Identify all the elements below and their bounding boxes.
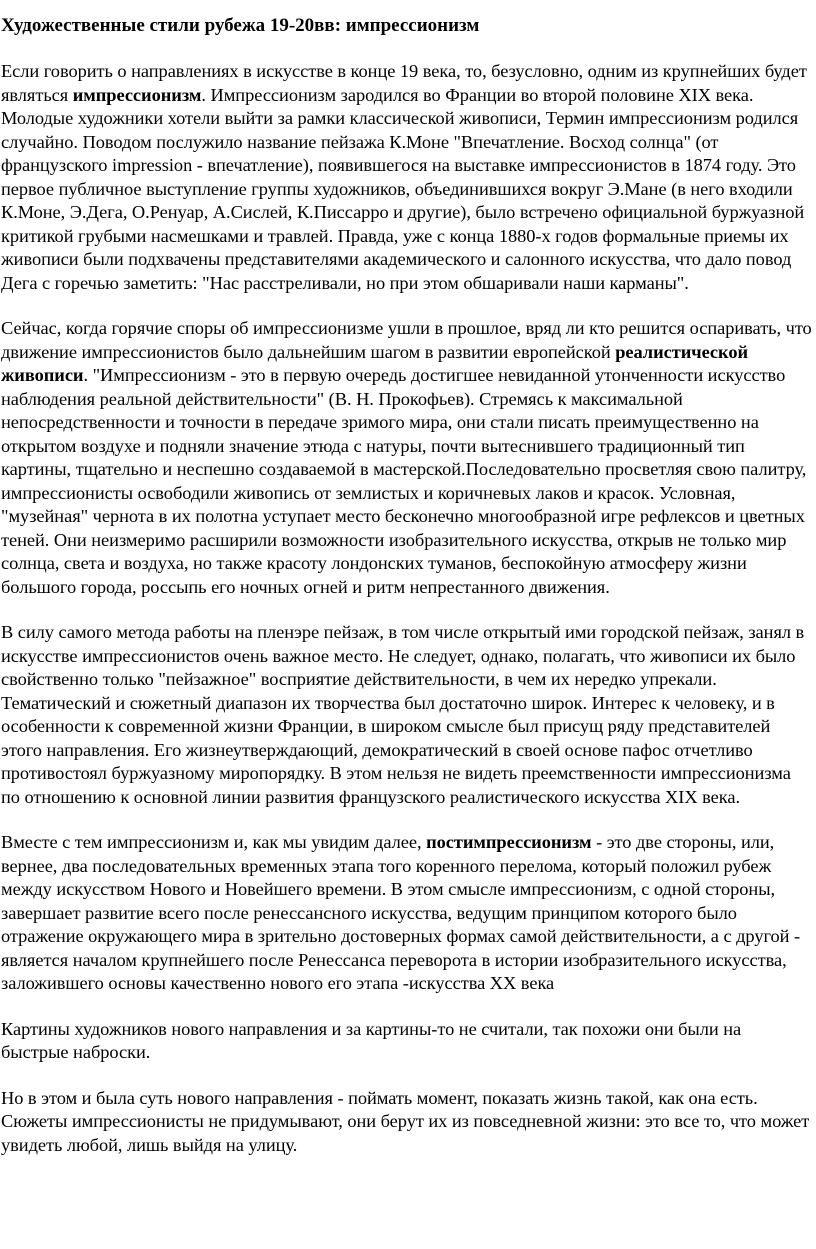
paragraph-text: Если говорить о направлениях в искусстве в конце 19 века, то, безусловно, одним из крупнейших будет являться bbox=[1, 61, 807, 105]
paragraph-2 bbox=[1, 317, 813, 599]
paragraph-text: - это две стороны, или, вернее, два последовательных временных этапа того коренного перелома, который положил рубеж между искусством Нового и Новейшего времени. В этом смысле импрессионизм, с одной стороны, завершает развитие всего после ренессансного искусства, ведущим принципом которого было отражение окружающего мира в зрительно достоверных формах самой действительности, а с другой - является началом крупнейшего после Ренессанса переворота в истории изобразительного искусства, заложившего основы качественно нового его этапа -искусства XX века bbox=[1, 832, 801, 993]
paragraph-text: Картины художников нового направления и за картины-то не считали, так похожи они были на быстрые наброски. bbox=[1, 1018, 742, 1062]
paragraph-5 bbox=[1, 1018, 813, 1065]
bold-term-realistic-painting: реалистической живописи bbox=[1, 341, 749, 385]
bold-term-post-impressionism: постимпрессионизм bbox=[426, 832, 592, 852]
document-title: Художественные стили рубежа 19-20вв: импрессионизм bbox=[1, 15, 480, 36]
paragraph-text: . "Импрессионизм - это в первую очередь достигшее невиданной утонченности искусство наблюдения реальной действительности" (В. Н. Прокофьев). Стремясь к максимальной непосредственности и точности в передаче зримого мира, они стали писать преимущественно на открытом воздухе и подняли значение этюда с натуры, почти вытеснившего традиционный тип картины, тщательно и неспешно создаваемой в мастерской.Последовательно просветляя свою палитру, импрессионисты освободили живопись от землистых и коричневых лаков и красок. Условная, "музейная" чернота в их полотна уступает место бесконечно многообразной игре рефлексов и цветных теней. Они неизмеримо расширили возможности изобразительного искусства, открыв не только мир солнца, света и воздуха, но также красоту лондонских туманов, беспокойную атмосферу жизни большого города, россыпь его ночных огней и ритм непрестанного движения. bbox=[1, 365, 807, 597]
document-page bbox=[0, 14, 813, 1179]
paragraph-3 bbox=[1, 621, 813, 809]
paragraph-text: Сейчас, когда горячие споры об импрессионизме ушли в прошлое, вряд ли кто решится оспаривать, что движение импрессионистов было дальнейшим шагом в развитии европейской bbox=[1, 318, 812, 362]
paragraph-6 bbox=[1, 1087, 813, 1158]
paragraph-4 bbox=[1, 831, 813, 996]
paragraph-1 bbox=[1, 60, 813, 295]
paragraph-text: Но в этом и была суть нового направления - поймать момент, показать жизнь такой, как она есть. Сюжеты импрессионисты не придумывают, они берут их из повседневной жизни: это все то, что может увидеть любой, лишь выйдя на улицу. bbox=[1, 1087, 810, 1155]
bold-term-impressionism: импрессионизм bbox=[72, 84, 202, 105]
paragraph-text: В силу самого метода работы на пленэре пейзаж, в том числе открытый ими городской пейзаж, занял в искусстве импрессионистов очень важное место. Не следует, однако, полагать, что живописи их было свойственно только "пейзажное" восприятие действительности, в чем их нередко упрекали. Тематический и сюжетный диапазон их творчества был достаточно широк. Интерес к человеку, и в особенности к современной жизни Франции, в широком смысле был присущ ряду представителей этого направления. Его жизнеутверждающий, демократический в своей основе пафос отчетливо противостоял буржуазному миропорядку. В этом нельзя не видеть преемственности импрессионизма по отношению к основной линии развития французского реалистического искусства XIX века. bbox=[1, 622, 805, 807]
paragraph-text: . Импрессионизм зародился во Франции во второй половине XIX века. Молодые художники хотели выйти за рамки классической живописи, Термин импрессионизм родился случайно. Поводом послужило название пейзажа К.Моне "Впечатление. Восход солнца" (от французского impression - впечатление), появившегося на выставке импрессионистов в 1874 году. Это первое публичное выступление группы художников, объединившихся вокруг Э.Мане (в него входили К.Моне, Э.Дега, О.Ренуар, А.Сислей, К.Писсарро и другие), было встречено официальной буржуазной критикой грубыми насмешками и травлей. Правда, уже с конца 1880-х годов формальные приемы их живописи были подхвачены представителями академического и салонного искусства, что дало повод Дега с горечью заметить: "Нас расстреливали, но при этом обшаривали наши карманы". bbox=[1, 84, 805, 293]
paragraph-text: Вместе с тем импрессионизм и, как мы увидим далее, bbox=[1, 832, 427, 852]
